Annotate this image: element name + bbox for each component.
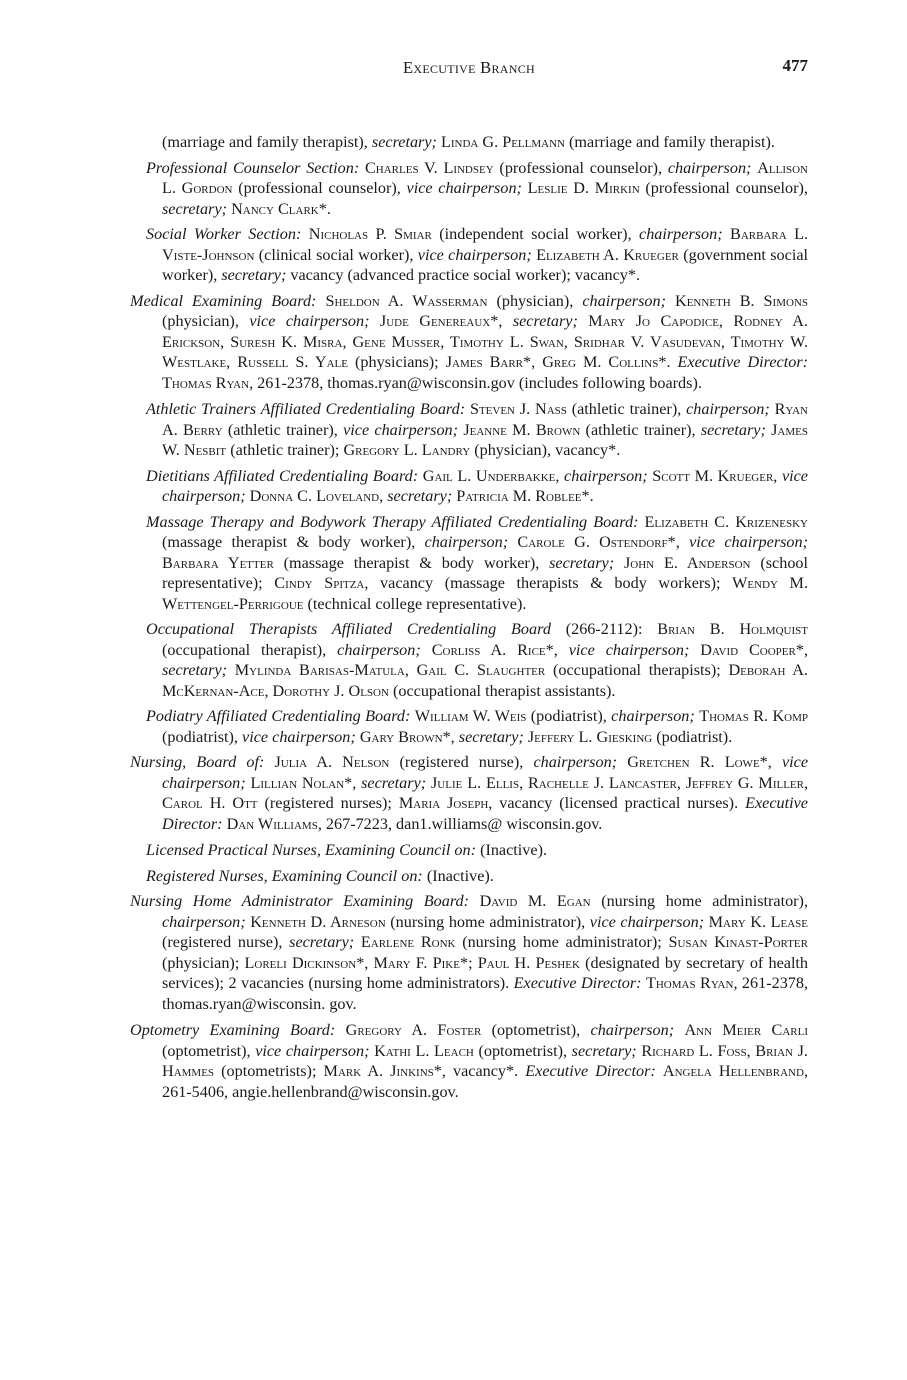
entry-text: (registered nurse), <box>389 753 534 771</box>
entry-role-text: Dietitians Affiliated Credentialing Board: <box>146 466 423 485</box>
entry-role-text: chairperson; <box>582 291 675 310</box>
entry-role-text: Athletic Trainers Affiliated Credentialing Board: <box>146 400 470 418</box>
entry-name-text: Wendy M. Wettengel-Perrigoue <box>162 574 808 613</box>
entry-text: (podiatrist), <box>162 727 243 746</box>
entry-name-text: Jeanne M. Brown <box>463 420 581 439</box>
entry-role-text: Nursing, Board of: <box>130 753 275 771</box>
entry-name-text: Carole G. Ostendorf <box>517 533 668 551</box>
entry-continuation <box>130 132 808 153</box>
entry-name-text: Dan Williams <box>226 814 318 833</box>
entry-text: *, <box>795 640 808 659</box>
entry-role-text: Nursing Home Administrator Examining Board: <box>130 892 480 910</box>
entry-role-text: vice chairperson; <box>589 912 709 931</box>
entry-text: (occupational therapist), <box>162 640 338 659</box>
entry-text: (clinical social worker), <box>254 245 418 264</box>
entry-text: *, <box>344 773 362 792</box>
entry-text: (physician), vacancy*. <box>470 441 621 459</box>
entry-text: , <box>379 487 388 505</box>
entry-text: (266-2112): <box>565 620 658 638</box>
entry-text: (massage therapist & body worker), <box>162 533 425 551</box>
entry-name-text: Gregory A. Foster <box>345 1021 482 1039</box>
entry-text: vacancy (advanced practice social worker); vacancy*. <box>290 266 641 284</box>
entry-role-text: Licensed Practical Nurses, Examining Council on: <box>146 841 481 859</box>
sub-board-entry <box>130 706 808 747</box>
entry-role-text: vice chairperson; <box>249 312 380 330</box>
entry-text: (marriage and family therapist), <box>162 133 372 151</box>
entry-text: , <box>555 466 565 485</box>
page-header <box>130 58 808 80</box>
board-entry <box>130 752 808 834</box>
entry-role-text: vice chairperson; <box>568 640 701 659</box>
entry-text: (designated by secretary of health services); 2 vacancies (nursing home administrators). <box>162 953 809 992</box>
entry-name-text: Ann Meier Carli <box>684 1021 809 1039</box>
entry-role-text: secretary; <box>289 933 361 951</box>
entry-name-text: Linda G. Pellmann <box>440 133 565 151</box>
entry-name-text: Gregory L. Landry <box>343 441 471 459</box>
entry-role-text: Executive Director: <box>513 974 646 992</box>
entry-text: (Inactive). <box>426 866 494 885</box>
entry-name-text: Thomas Ryan <box>645 974 734 992</box>
entry-name-text: Leslie D. Mirkin <box>527 179 640 197</box>
entry-name-text: Thomas Ryan <box>162 373 250 392</box>
entry-name-text: Susan Kinast-Porter <box>668 933 808 951</box>
sub-board-entry <box>130 399 808 461</box>
entry-name-text: Kenneth D. Arneson <box>250 912 386 931</box>
running-head: Executive Branch <box>402 58 535 77</box>
entry-name-text: Kathi L. Leach <box>374 1041 474 1060</box>
entry-role-text: Executive Director: <box>162 794 808 833</box>
page-number: 477 <box>782 56 808 75</box>
entry-name-text: Jeffery L. Giesking <box>527 727 653 746</box>
entry-text: (Inactive). <box>480 841 548 859</box>
sub-board-entry <box>130 619 808 701</box>
entry-role-text: vice chairperson; <box>343 420 464 439</box>
entry-text: (athletic trainer), <box>580 420 701 439</box>
entry-text: , 267-7223, dan1.williams@ wisconsin.gov. <box>317 814 603 833</box>
entry-text: *, <box>667 533 690 551</box>
entry-name-text: Lillian Nolan <box>250 773 345 792</box>
entry-name-text: Elizabeth C. Krizenesky <box>644 512 808 531</box>
entry-role-text: vice chairperson; <box>162 753 809 792</box>
sub-board-entry <box>130 512 808 615</box>
entry-name-text: Mary Jo Capodice, Rodney A. Erickson, Suresh K. Misra, Gene Musser, Timothy L. Swan, Sridhar V. Vasudevan, Timothy W. Westlake, Russell S. Yale <box>162 312 808 371</box>
entry-name-text: Barbara Yetter <box>162 553 274 572</box>
entry-role-text: chairperson; <box>667 158 758 177</box>
entry-text: (podiatrist). <box>652 727 733 746</box>
entry-text: (professional counselor), <box>493 158 668 177</box>
entry-name-text: Kenneth B. Simons <box>675 291 809 310</box>
entry-text: (optometrist), <box>481 1021 591 1039</box>
entry-name-text: Julie L. Ellis, Rachelle J. Lancaster, Jeffrey G. Miller, Carol H. Ott <box>162 773 809 812</box>
entry-text: , 261-2378, thomas.ryan@wisconsin.gov (includes following boards). <box>249 373 702 392</box>
entry-role-text: secretary; <box>371 133 441 151</box>
board-entry <box>130 891 808 1014</box>
entry-name-text: Gretchen R. Lowe <box>627 753 760 771</box>
entry-text: (nursing home administrator), <box>385 912 590 931</box>
entry-text: *, <box>523 353 543 371</box>
entry-name-text: Deborah A. McKernan-Ace, Dorothy J. Olson <box>162 661 808 700</box>
entry-role-text: Occupational Therapists Affiliated Credentialing Board <box>146 620 566 638</box>
entry-text: (marriage and family therapist). <box>564 133 775 151</box>
entry-name-text: David Cooper <box>700 640 796 659</box>
entry-text: (occupational therapists); <box>545 661 729 679</box>
entry-name-text: Ryan A. Berry <box>162 400 808 439</box>
entry-name-text: David M. Egan <box>479 892 591 910</box>
entry-text: *; <box>459 953 478 972</box>
entry-text: (physician), <box>487 291 583 310</box>
sub-board-entry <box>130 224 808 286</box>
entry-role-text: vice chairperson; <box>255 1041 375 1060</box>
entry-role-text: chairperson; <box>533 753 628 771</box>
entry-role-text: vice chairperson; <box>242 727 360 746</box>
entry-name-text: Scott M. Krueger <box>652 466 774 485</box>
entry-text: (physicians); <box>348 353 446 371</box>
entry-role-text: secretary; <box>361 773 431 792</box>
entry-text: *, <box>356 953 374 972</box>
entry-name-text: Barbara L. Viste-Johnson <box>162 225 809 264</box>
entry-name-text: Cindy Spitza <box>274 574 365 592</box>
entry-text: *, <box>759 753 782 771</box>
entry-name-text: Charles V. Lindsey <box>365 158 494 177</box>
entry-role-text: chairperson; <box>564 466 653 485</box>
entry-role-text: secretary; <box>387 487 457 505</box>
entry-role-text: Massage Therapy and Bodywork Therapy Affiliated Credentialing Board: <box>146 512 645 531</box>
entry-text: (school representative); <box>162 553 809 592</box>
entry-name-text: Mary F. Pike <box>373 953 460 972</box>
entry-text: (professional counselor), <box>232 179 407 197</box>
entry-name-text: Steven J. Nass <box>469 400 567 418</box>
entry-text: (athletic trainer), <box>566 400 687 418</box>
entry-role-text: chairperson; <box>337 640 432 659</box>
entry-role-text: vice chairperson; <box>162 466 808 505</box>
entry-role-text: Social Worker Section: <box>146 225 309 243</box>
sub-board-entry <box>130 466 808 507</box>
entry-text: (professional counselor), <box>639 179 808 197</box>
directory-content <box>130 132 808 1108</box>
entry-text: *, <box>442 727 459 746</box>
entry-name-text: Mylinda Barisas-Matula, Gail C. Slaughter <box>234 661 546 679</box>
entry-name-text: Nicholas P. Smiar <box>308 225 432 243</box>
entry-name-text: Allison L. Gordon <box>162 158 809 197</box>
sub-board-entry <box>130 866 808 887</box>
entry-text: , 261-5406, angie.hellenbrand@wisconsin.gov. <box>162 1062 808 1101</box>
entry-name-text: James W. Nesbit <box>162 420 808 459</box>
entry-role-text: Podiatry Affiliated Credentialing Board: <box>146 707 415 725</box>
entry-name-text: Gary Brown <box>359 727 443 746</box>
entry-name-text: Mary K. Lease <box>708 912 809 931</box>
entry-role-text: Medical Examining Board: <box>130 291 326 310</box>
entry-name-text: John E. Anderson <box>623 553 751 572</box>
entry-name-text: Paul H. Peshek <box>477 953 580 972</box>
entry-text: (athletic trainer), <box>222 420 344 439</box>
entry-role-text: secretary; <box>700 420 772 439</box>
entry-name-text: Earlene Ronk <box>360 933 456 951</box>
entry-role-text: secretary; <box>221 266 291 284</box>
entry-role-text: chairperson; <box>590 1021 685 1039</box>
entry-name-text: Gail L. Underbakke <box>422 466 556 485</box>
entry-text: (registered nurses); <box>257 794 399 812</box>
entry-role-text: chairperson; <box>611 707 700 725</box>
entry-text: (massage therapist & body worker), <box>273 553 550 572</box>
entry-name-text: Patricia M. Roblee <box>456 487 582 505</box>
entry-text: *. <box>318 199 331 218</box>
entry-name-text: Jude Genereaux <box>379 312 491 330</box>
sub-board-entry <box>130 158 808 220</box>
entry-text: (technical college representative). <box>303 594 527 613</box>
entry-role-text: Registered Nurses, Examining Council on: <box>146 866 427 885</box>
entry-role-text: chairperson; <box>686 400 775 418</box>
entry-text: (independent social worker), <box>431 225 640 243</box>
entry-role-text: vice chairperson; <box>689 533 808 551</box>
entry-text: (podiatrist), <box>526 707 612 725</box>
entry-text: *. <box>658 353 678 371</box>
entry-name-text: Elizabeth A. Krueger <box>536 245 679 264</box>
sub-board-entry <box>130 840 808 861</box>
entry-role-text: chairperson; <box>424 533 518 551</box>
entry-role-text: chairperson; <box>162 912 251 931</box>
entry-text: (optometrist), <box>162 1041 256 1060</box>
entry-text: , 261-2378, thomas.ryan@wisconsin. gov. <box>162 974 809 1013</box>
entry-role-text: secretary; <box>458 727 528 746</box>
entry-text: (occupational therapist assistants). <box>388 681 616 700</box>
entry-name-text: Thomas R. Komp <box>699 707 808 725</box>
entry-text: (government social worker), <box>162 245 809 284</box>
entry-name-text: James Barr <box>445 353 524 371</box>
entry-text: (registered nurse), <box>162 933 290 951</box>
entry-name-text: Nancy Clark <box>231 199 319 218</box>
entry-name-text: Mark A. Jinkins <box>323 1062 434 1080</box>
entry-text: *, <box>545 640 569 659</box>
entry-text: *. <box>581 487 594 505</box>
entry-text: *, <box>490 312 513 330</box>
entry-text: (nursing home administrator); <box>455 933 669 951</box>
entry-role-text: Executive Director: <box>677 353 809 371</box>
entry-name-text: Angela Hellenbrand <box>662 1062 804 1080</box>
entry-text: , vacancy (licensed practical nurses). <box>488 794 746 812</box>
entry-text: (nursing home administrator), <box>590 892 808 910</box>
entry-name-text: Sheldon A. Wasserman <box>325 291 488 310</box>
entry-role-text: chairperson; <box>639 225 731 243</box>
entry-role-text: vice chairperson; <box>406 179 528 197</box>
entry-text: (athletic trainer); <box>226 441 344 459</box>
entry-role-text: secretary; <box>549 553 624 572</box>
entry-name-text: Brian B. Holmquist <box>657 620 808 638</box>
entry-name-text: Loreli Dickinson <box>244 953 357 972</box>
entry-text: (optometrists); <box>214 1062 324 1080</box>
entry-role-text: secretary; <box>512 312 589 330</box>
entry-text: (physician), <box>162 312 250 330</box>
entry-text: *, vacancy*. <box>433 1062 526 1080</box>
entry-role-text: Professional Counselor Section: <box>146 158 365 177</box>
entry-text: (physician); <box>162 953 245 972</box>
entry-name-text: Julia A. Nelson <box>274 753 390 771</box>
entry-role-text: Optometry Examining Board: <box>130 1021 346 1039</box>
entry-text: (optometrist), <box>473 1041 572 1060</box>
entry-name-text: Richard L. Foss, Brian J. Hammes <box>162 1041 808 1080</box>
entry-name-text: Donna C. Loveland <box>249 487 380 505</box>
entry-role-text: secretary; <box>162 199 232 218</box>
entry-role-text: secretary; <box>162 661 235 679</box>
entry-role-text: Executive Director: <box>525 1062 663 1080</box>
board-entry <box>130 1020 808 1102</box>
entry-name-text: Greg M. Collins <box>542 353 659 371</box>
entry-text: , vacancy (massage therapists & body workers); <box>364 574 733 592</box>
board-entry <box>130 291 808 394</box>
entry-role-text: secretary; <box>571 1041 642 1060</box>
entry-text: , <box>773 466 782 485</box>
entry-name-text: William W. Weis <box>414 707 527 725</box>
entry-role-text: vice chairperson; <box>417 245 537 264</box>
entry-name-text: Corliss A. Rice <box>431 640 546 659</box>
entry-name-text: Maria Joseph <box>398 794 489 812</box>
